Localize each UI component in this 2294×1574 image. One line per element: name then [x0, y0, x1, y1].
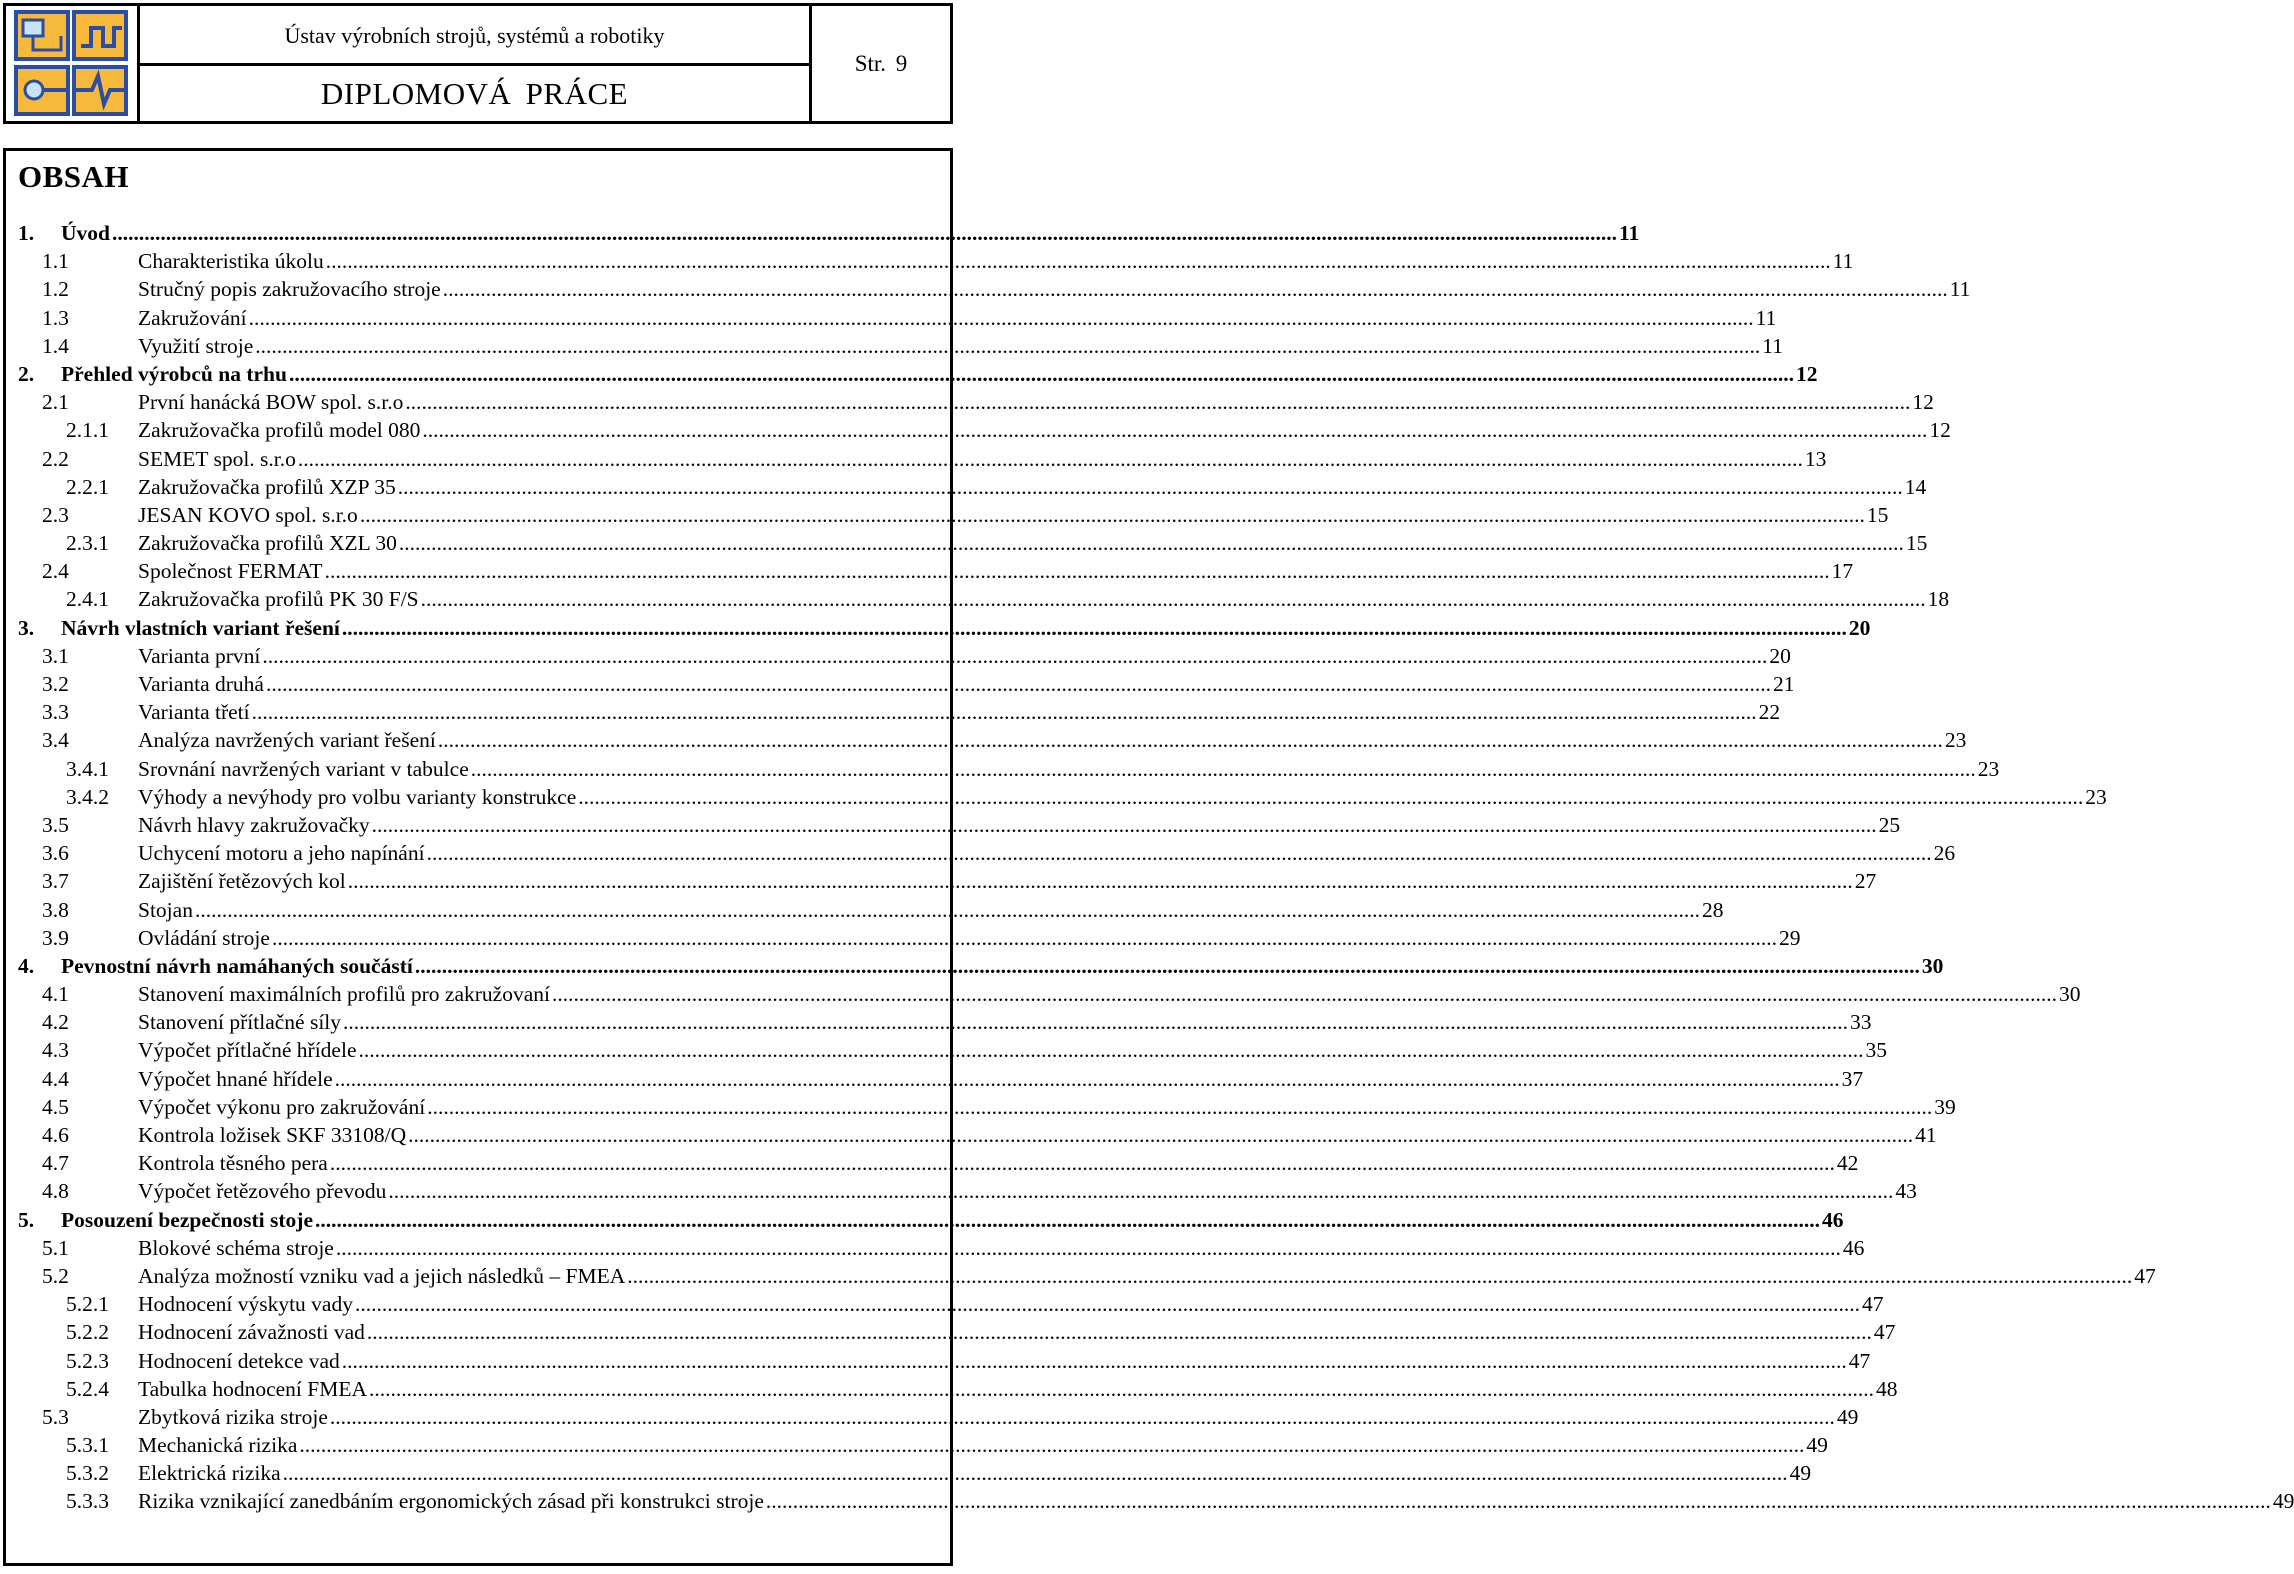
toc-entry[interactable]: [18, 1489, 2294, 1517]
toc-entry-page: 15: [1866, 502, 1889, 527]
toc-dot-leader: [289, 362, 1794, 387]
toc-entry-title: Výhody a nevýhody pro volbu varianty konstrukce: [138, 784, 577, 809]
toc-dot-leader: [252, 700, 1757, 725]
toc-entry-page: 11: [1755, 305, 1777, 330]
toc-entry[interactable]: [18, 1038, 1887, 1066]
toc-entry-number: 3.7: [42, 869, 69, 894]
toc-entry[interactable]: [18, 1010, 1872, 1038]
toc-entry-page: 47: [1873, 1320, 1896, 1345]
toc-entry-number: 2.2: [42, 446, 69, 471]
toc-entry-page: 41: [1915, 1123, 1937, 1147]
toc-entry-number: 5.2.2: [66, 1320, 109, 1345]
toc-entry-title: Varianta druhá: [138, 672, 264, 696]
toc-entry-page: 11: [1618, 221, 1640, 245]
toc-entry[interactable]: [18, 1348, 1871, 1377]
toc-entry[interactable]: [18, 249, 1854, 277]
toc-dot-leader: [355, 1292, 1860, 1317]
toc-entry-page: 30: [1921, 953, 1944, 978]
toc-entry[interactable]: [18, 1320, 1896, 1348]
toc-entry-title: Zakružovačka profilů PK 30 F/S: [138, 587, 419, 612]
toc-dot-leader: [443, 277, 1948, 302]
institute-logo: [6, 6, 140, 121]
toc-entry[interactable]: [18, 418, 1951, 446]
toc-dot-leader: [249, 306, 1754, 331]
toc-entry-title: Návrh vlastních variant řešení: [61, 615, 340, 640]
toc-entry[interactable]: [18, 756, 2000, 785]
toc-entry-page: 18: [1927, 587, 1950, 612]
toc-dot-leader: [298, 447, 1803, 472]
toc-entry-title: Zakružovačka profilů XZP 35: [138, 474, 396, 499]
toc-dot-leader: [388, 1179, 1893, 1204]
toc-entry[interactable]: [18, 333, 1783, 362]
toc-entry-number: 2.1.1: [66, 418, 109, 443]
toc-entry-page: 35: [1865, 1038, 1887, 1063]
toc-entry-number: 2.: [18, 361, 35, 386]
toc-entry-title: Společnost FERMAT: [138, 559, 323, 584]
toc-dot-leader: [415, 954, 1920, 979]
toc-entry-page: 25: [1878, 812, 1901, 837]
toc-entry-title: Tabulka hodnocení FMEA: [138, 1376, 367, 1401]
toc-entry-title: Analýza možností vzniku vad a jejich následků – FMEA: [138, 1263, 626, 1288]
toc-entry-title: Zbytková rizika stroje: [138, 1404, 328, 1429]
toc-entry-number: 1.: [18, 221, 35, 245]
toc-entry-title: Varianta třetí: [138, 700, 250, 725]
toc-dot-leader: [330, 1405, 1835, 1430]
toc-entry[interactable]: [18, 841, 1956, 869]
toc-entry-title: Zakružovačka profilů model 080: [138, 418, 421, 443]
toc-dot-leader: [266, 672, 1771, 697]
toc-entry-number: 2.4: [42, 559, 69, 584]
toc-entry-page: 12: [1795, 361, 1818, 386]
toc-dot-leader: [360, 503, 1865, 528]
toc-entry[interactable]: [18, 728, 1967, 756]
toc-entry-number: 2.2.1: [66, 474, 109, 499]
toc-entry-title: Blokové schéma stroje: [138, 1235, 334, 1260]
toc-entry-title: Výpočet řetězového převodu: [138, 1179, 387, 1204]
toc-entry-number: 3.4: [42, 728, 69, 753]
toc-entry-page: 23: [2085, 784, 2107, 809]
toc-entry[interactable]: [18, 221, 1640, 249]
toc-entry-number: 5.3.2: [66, 1461, 109, 1486]
toc-entry-number: 5.2.3: [66, 1348, 109, 1373]
toc-entry-number: 2.4.1: [66, 587, 109, 612]
toc-entry-number: 5.2.4: [66, 1376, 109, 1401]
toc-dot-leader: [367, 1320, 1872, 1345]
toc-dot-leader: [578, 785, 2083, 810]
toc-entry-number: 4.7: [42, 1151, 69, 1176]
toc-entry[interactable]: [18, 587, 1950, 615]
toc-dot-leader: [195, 898, 1700, 923]
toc-dot-leader: [348, 869, 1853, 894]
toc-entry-title: Úvod: [61, 221, 110, 245]
toc-entry-page: 28: [1701, 897, 1724, 922]
toc-dot-leader: [315, 1208, 1820, 1233]
toc-entry-page: 12: [1929, 418, 1951, 443]
logo-icon: [6, 6, 137, 121]
toc-entry-page: 37: [1841, 1066, 1864, 1091]
toc-entry[interactable]: [18, 502, 1889, 531]
toc-entry[interactable]: [18, 1066, 1864, 1095]
toc-dot-leader: [421, 587, 1926, 612]
toc-entry-title: Elektrická rizika: [138, 1461, 281, 1486]
toc-entry[interactable]: [18, 700, 1781, 728]
toc-entry[interactable]: [18, 390, 1934, 418]
toc-entry-number: 4.5: [42, 1094, 69, 1119]
toc-entry-title: Stojan: [138, 897, 193, 922]
toc-entry-number: 3.2: [42, 672, 69, 696]
toc-entry-title: Výpočet výkonu pro zakružování: [138, 1094, 426, 1119]
toc-entry[interactable]: [18, 1094, 1956, 1123]
toc-entry-number: 2.3: [42, 502, 69, 527]
toc-entry-page: 27: [1854, 869, 1877, 894]
toc-entry[interactable]: [18, 1235, 1865, 1264]
toc-entry[interactable]: [18, 305, 1777, 334]
toc-entry-number: 4.4: [42, 1066, 69, 1091]
toc-entry[interactable]: [18, 1151, 1859, 1179]
toc-entry-page: 14: [1904, 474, 1927, 499]
toc-entry[interactable]: [18, 643, 1791, 672]
toc-dot-leader: [627, 1264, 2132, 1289]
toc-entry-page: 47: [1861, 1292, 1884, 1317]
toc-entry-title: Varianta první: [138, 643, 261, 668]
toc-dot-leader: [766, 1489, 2271, 1514]
toc-entry-page: 47: [2134, 1263, 2156, 1288]
toc-dot-leader: [399, 531, 1904, 556]
toc-entry-number: 4.6: [42, 1123, 69, 1147]
toc-entry-title: Ovládání stroje: [138, 925, 270, 950]
toc-entry-page: 22: [1758, 700, 1781, 725]
toc-entry-title: Kontrola těsného pera: [138, 1151, 328, 1176]
toc-entry-number: 3.4.2: [66, 784, 109, 809]
toc-entry-title: Stanovení přítlačné síly: [138, 1010, 342, 1035]
toc-entry-number: 2.1: [42, 390, 69, 415]
toc-entry[interactable]: [18, 925, 1801, 954]
toc-entry-page: 49: [1806, 1433, 1828, 1458]
toc-entry-page: 30: [2058, 982, 2081, 1007]
toc-dot-leader: [255, 334, 1760, 359]
toc-entry-number: 5.2.1: [66, 1292, 109, 1317]
toc-entry-title: Návrh hlavy zakružovačky: [138, 812, 370, 837]
toc-dot-leader: [326, 249, 1831, 274]
toc-entry-page: 48: [1875, 1376, 1898, 1401]
toc-entry-title: JESAN KOVO spol. s.r.o: [138, 502, 358, 527]
toc-entry-title: Rizika vznikající zanedbáním ergonomických zásad při konstrukci stroje: [138, 1489, 764, 1514]
toc-entry[interactable]: [18, 361, 1818, 390]
toc-entry-number: 3.6: [42, 841, 69, 866]
toc-dot-leader: [427, 1095, 1932, 1120]
page-header: [3, 3, 953, 124]
toc-entry-page: 49: [1789, 1461, 1812, 1486]
toc-dot-leader: [299, 1433, 1804, 1458]
toc-dot-leader: [342, 1349, 1847, 1374]
toc-dot-leader: [438, 728, 1943, 753]
toc-entry[interactable]: [18, 1179, 1917, 1207]
toc-dot-leader: [343, 1010, 1848, 1035]
toc-entry-page: 29: [1778, 925, 1801, 950]
toc-entry-page: 26: [1933, 841, 1956, 866]
toc-entry-page: 23: [1944, 728, 1967, 753]
toc-entry[interactable]: [18, 1461, 1812, 1489]
toc-entry-number: 4.2: [42, 1010, 69, 1035]
toc-entry-number: 4.8: [42, 1179, 69, 1204]
toc-entry-page: 20: [1769, 643, 1791, 668]
toc-dot-leader: [342, 616, 1847, 641]
toc-entry-title: Posouzení bezpečnosti stoje: [61, 1207, 313, 1232]
toc-dot-leader: [272, 926, 1777, 951]
toc-entry-number: 1.4: [42, 333, 69, 358]
toc-entry-title: První hanácká BOW spol. s.r.o: [138, 390, 404, 415]
toc-entry-page: 49: [2272, 1489, 2294, 1514]
toc-dot-leader: [372, 813, 1877, 838]
toc-dot-leader: [325, 559, 1830, 584]
toc-entry-title: Hodnocení detekce vad: [138, 1348, 340, 1373]
toc-entry-number: 3.: [18, 615, 35, 640]
toc-entry[interactable]: [18, 982, 2081, 1010]
toc-entry[interactable]: [18, 531, 1928, 559]
toc-entry-page: 43: [1895, 1179, 1917, 1204]
toc-entry-title: Přehled výrobců na trhu: [61, 361, 287, 386]
toc-entry-title: Stanovení maximálních profilů pro zakružovaní: [138, 982, 550, 1007]
toc-entry[interactable]: [18, 1207, 1844, 1236]
toc-dot-leader: [369, 1377, 1874, 1402]
toc-entry-title: Kontrola ložisek SKF 33108/Q: [138, 1123, 407, 1147]
toc-entry[interactable]: [18, 1376, 1898, 1405]
toc-entry[interactable]: [18, 784, 2107, 813]
toc-entry[interactable]: [18, 1292, 1884, 1320]
toc-entry-number: 4.1: [42, 982, 69, 1007]
toc-entry-title: Uchycení motoru a jeho napínání: [138, 841, 425, 866]
toc-entry[interactable]: [18, 897, 1724, 926]
table-of-contents: [18, 221, 2294, 1518]
toc-entry-title: Stručný popis zakružovacího stroje: [138, 277, 441, 302]
toc-dot-leader: [335, 1067, 1840, 1092]
toc-entry-title: Hodnocení výskytu vady: [138, 1292, 353, 1317]
toc-dot-leader: [427, 841, 1932, 866]
toc-entry-page: 11: [1832, 249, 1854, 274]
toc-entry[interactable]: [18, 446, 1827, 475]
toc-dot-leader: [398, 475, 1903, 500]
toc-entry-number: 1.2: [42, 277, 69, 302]
page-number: Str. 9: [854, 50, 908, 76]
toc-entry-title: Pevnostní návrh namáhaných součástí: [61, 953, 413, 978]
toc-entry-title: Výpočet přítlačné hřídele: [138, 1038, 357, 1063]
toc-entry-page: 17: [1831, 559, 1854, 584]
toc-entry-number: 5.3: [42, 1404, 69, 1429]
toc-entry-page: 46: [1842, 1235, 1865, 1260]
toc-entry-number: 2.3.1: [66, 531, 109, 556]
toc-dot-leader: [405, 390, 1910, 415]
toc-entry[interactable]: [18, 474, 1927, 503]
toc-heading: OBSAH: [18, 159, 130, 194]
toc-entry-number: 3.5: [42, 812, 69, 837]
toc-dot-leader: [552, 982, 2057, 1007]
toc-entry-number: 5.2: [42, 1263, 69, 1288]
document-type: DIPLOMOVÁ PRÁCE: [320, 75, 629, 111]
toc-entry-number: 4.: [18, 953, 35, 978]
toc-entry-title: Zakružovačka profilů XZL 30: [138, 531, 397, 556]
toc-entry[interactable]: [18, 812, 1901, 841]
toc-entry[interactable]: [18, 559, 1854, 587]
toc-entry-page: 11: [1949, 277, 1971, 302]
header-title-cell: [140, 6, 812, 121]
toc-dot-leader: [336, 1236, 1841, 1261]
toc-entry-number: 5.: [18, 1207, 35, 1232]
toc-entry-page: 39: [1934, 1094, 1956, 1119]
toc-entry-page: 23: [1977, 756, 2000, 781]
toc-entry[interactable]: [18, 1404, 1859, 1433]
toc-entry-title: Využití stroje: [138, 333, 254, 358]
toc-entry-page: 42: [1836, 1151, 1859, 1176]
toc-entry-page: 33: [1850, 1010, 1872, 1035]
toc-dot-leader: [330, 1151, 1835, 1176]
toc-entry-title: Zajištění řetězových kol: [138, 869, 346, 894]
toc-entry-title: Hodnocení závažnosti vad: [138, 1320, 365, 1345]
toc-entry[interactable]: [18, 1123, 1937, 1151]
toc-entry-page: 12: [1912, 390, 1934, 415]
toc-entry-number: 5.3.3: [66, 1489, 109, 1514]
toc-entry-number: 3.1: [42, 643, 69, 668]
toc-entry[interactable]: [18, 615, 1871, 644]
toc-entry-title: Srovnání navržených variant v tabulce: [138, 756, 469, 781]
toc-entry-number: 3.9: [42, 925, 69, 950]
toc-entry[interactable]: [18, 869, 1877, 897]
toc-entry-title: Charakteristika úkolu: [138, 249, 324, 274]
toc-dot-leader: [422, 418, 1927, 443]
toc-entry-page: 46: [1822, 1207, 1844, 1232]
toc-entry-title: Analýza navržených variant řešení: [138, 728, 436, 753]
toc-dot-leader: [112, 221, 1617, 246]
toc-entry-number: 4.3: [42, 1038, 69, 1063]
toc-entry-title: SEMET spol. s.r.o: [138, 446, 296, 471]
toc-dot-leader: [262, 644, 1767, 669]
toc-dot-leader: [359, 1038, 1864, 1063]
toc-entry-title: Výpočet hnané hřídele: [138, 1066, 333, 1091]
toc-entry[interactable]: [18, 1433, 1828, 1461]
toc-entry-page: 20: [1848, 615, 1871, 640]
toc-entry-title: Zakružování: [138, 305, 247, 330]
institute-name: Ústav výrobních strojů, systémů a robotiky: [140, 6, 809, 66]
toc-entry[interactable]: [18, 672, 1795, 700]
toc-entry-number: 5.1: [42, 1235, 69, 1260]
toc-entry-number: 1.1: [42, 249, 69, 274]
toc-dot-leader: [471, 757, 1976, 782]
toc-entry-page: 47: [1848, 1348, 1871, 1373]
toc-page: [3, 148, 2294, 1566]
toc-entry-number: 1.3: [42, 305, 69, 330]
toc-entry-number: 5.3.1: [66, 1433, 109, 1458]
toc-entry-number: 3.8: [42, 897, 69, 922]
toc-entry-page: 21: [1772, 672, 1795, 696]
toc-entry[interactable]: [18, 1263, 2156, 1292]
toc-entry-page: 15: [1905, 531, 1928, 556]
toc-entry[interactable]: [18, 953, 1944, 982]
toc-dot-leader: [408, 1123, 1913, 1148]
toc-entry-page: 13: [1804, 446, 1827, 471]
toc-entry-number: 3.3: [42, 700, 69, 725]
toc-dot-leader: [283, 1461, 1788, 1486]
toc-entry-number: 3.4.1: [66, 756, 109, 781]
toc-entry-title: Mechanická rizika: [138, 1433, 298, 1458]
toc-entry-page: 11: [1762, 333, 1783, 358]
toc-entry-page: 49: [1836, 1404, 1859, 1429]
toc-entry[interactable]: [18, 277, 1971, 305]
